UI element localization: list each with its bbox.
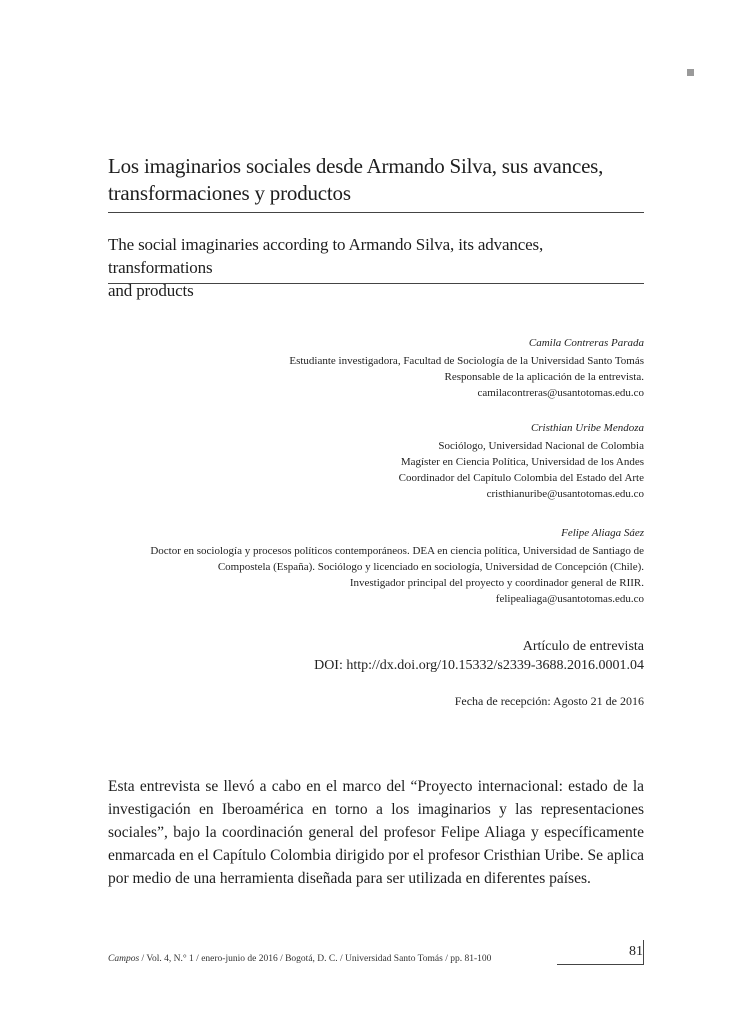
corner-marker: [687, 69, 694, 76]
body-paragraph: Esta entrevista se llevó a cabo en el marco del “Proyecto internacional: estado de la investigación en Iberoamérica en torno a los imaginarios y las representaciones sociales”, bajo la coordinación general del profesor Felipe Aliaga y específicamente enmarcada en el Capítulo Colombia dirigido por el profesor Cristhian Uribe. Se aplica por medio de una herramienta diseñada para ser utilizada en diferentes países.: [108, 778, 644, 887]
article-type: Artículo de entrevista: [522, 639, 644, 654]
english-title: [108, 233, 648, 302]
author-email: camilacontreras@usantotomas.edu.co: [477, 387, 644, 399]
author-role: Responsable de la aplicación de la entrevista.: [444, 371, 644, 383]
author-affiliation: Doctor en sociología y procesos políticos contemporáneos. DEA en ciencia política, Universidad de Santiago de: [150, 545, 644, 557]
author-email: felipealiaga@usantotomas.edu.co: [495, 593, 644, 605]
reception-date: Fecha de recepción: Agosto 21 de 2016: [454, 694, 644, 708]
author-email: cristhianuribe@usantotomas.edu.co: [486, 488, 644, 500]
journal-name: Campos: [108, 954, 140, 964]
page-number: 81: [629, 944, 643, 959]
author-affiliation: Estudiante investigadora, Facultad de Sociología de la Universidad Santo Tomás: [289, 355, 644, 367]
spanish-title-line-1: Los imaginarios sociales desde Armando Silva, sus avances,: [108, 154, 604, 178]
author-name: Camila Contreras Parada: [528, 337, 644, 349]
author-name: Cristhian Uribe Mendoza: [530, 422, 644, 434]
author-affiliation: Sociólogo, Universidad Nacional de Colombia: [438, 440, 644, 452]
author-name: Felipe Aliaga Sáez: [561, 527, 644, 539]
author-block: [399, 420, 644, 502]
author-block: [120, 525, 644, 607]
page-number-rule: [557, 964, 643, 965]
article-info: [314, 637, 644, 675]
spanish-title: [108, 153, 648, 207]
subtitle-divider: [108, 283, 644, 284]
journal-citation: / Vol. 4, N.° 1 / enero-junio de 2016 / Bogotá, D. C. / Universidad Santo Tomás / pp. 81-100: [139, 954, 492, 964]
english-title-line-1: The social imaginaries according to Armando Silva, its advances, transformations: [108, 235, 544, 277]
author-affiliation: Compostela (España). Sociólogo y licenciado en sociología, Universidad de Concepción (Chile).: [217, 561, 644, 573]
page-number-rule-vertical: [643, 940, 644, 965]
spanish-title-line-2: transformaciones y productos: [108, 181, 351, 205]
author-block: [289, 335, 644, 401]
english-title-line-2: and products: [108, 281, 194, 300]
author-affiliation: Magíster en Ciencia Política, Universidad de los Andes: [400, 456, 644, 468]
doi-link[interactable]: DOI: http://dx.doi.org/10.15332/s2339-3688.2016.0001.04: [314, 658, 644, 673]
title-divider: [108, 212, 644, 213]
author-role: Investigador principal del proyecto y coordinador general de RIIR.: [349, 577, 644, 589]
journal-footer: [108, 953, 491, 965]
author-role: Coordinador del Capítulo Colombia del Estado del Arte: [398, 472, 644, 484]
